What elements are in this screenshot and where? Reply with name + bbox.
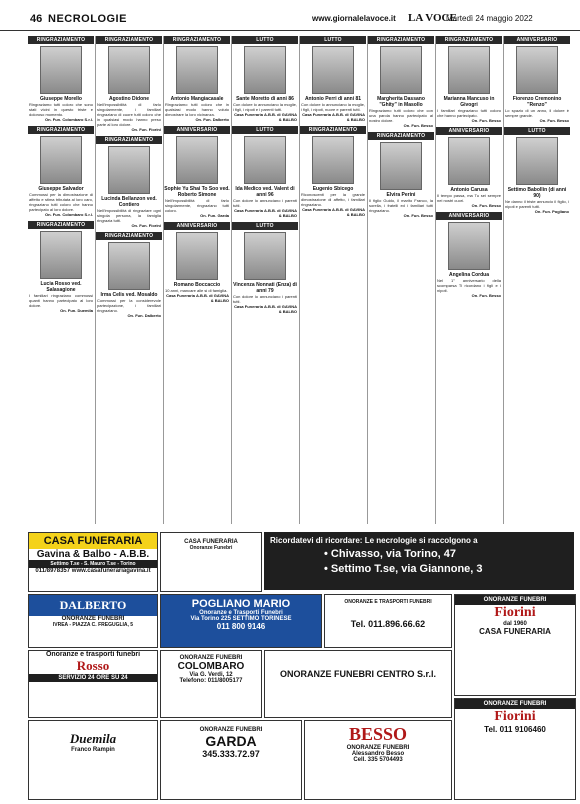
portrait-photo [244, 46, 286, 94]
ad-fiorini-bottom [454, 698, 576, 800]
notice-text: Riconoscenti per la grande dimostrazione di affetto, i familiari ringraziano. [301, 192, 365, 207]
notice-text: I familiari ringraziano tutti coloro che hanno partecipato. [437, 108, 501, 118]
notice [232, 36, 298, 122]
ad-subtitle: Franco Rampin [71, 747, 115, 753]
ad-title: ONORANZE FUNEBRI [455, 595, 575, 605]
ad-title: DALBERTO [29, 595, 157, 616]
ad-duemila [28, 720, 158, 800]
deceased-name: Angelina Cordua [448, 272, 489, 278]
notice-type: RINGRAZIAMENTO [96, 232, 162, 240]
notice [96, 136, 162, 228]
deceased-name: Antonio Carusa [450, 187, 488, 193]
notice-type: ANNIVERSARIO [164, 222, 230, 230]
portrait-photo [312, 136, 354, 184]
deceased-name: Margherita Dassano "Ghity" in Masollo [377, 96, 425, 108]
ad-title: Onoranze e trasporti funebri [45, 651, 141, 658]
ad-ricordatevi [264, 532, 574, 590]
ad-dalberto [28, 594, 158, 648]
notice-type: RINGRAZIAMENTO [368, 132, 434, 140]
ad-phone: Cell. 335 5704493 [353, 757, 403, 763]
ad-line: Alessandro Besso [351, 751, 405, 757]
page-number: 46 [30, 13, 43, 25]
notice-column [504, 36, 570, 524]
notice [436, 212, 502, 298]
funeral-home: On. Fun. Fiorini [131, 223, 161, 228]
notice-column [96, 36, 162, 524]
funeral-home: Casa Funeraria A.B.B. di GAVINA & BALBO [302, 112, 365, 122]
notice-type: RINGRAZIAMENTO [28, 221, 94, 229]
ad-title: CASA FUNERARIA [29, 533, 157, 549]
notice-text: Ne danno il triste annuncio il figlio, i nipoti e parenti tutti. [505, 199, 569, 209]
notice-text: Con dolore lo annunciano la moglie, i figli, i nipoti, nuore e parenti tutti. [301, 102, 365, 112]
notice-type: ANNIVERSARIO [436, 212, 502, 220]
portrait-photo [108, 242, 150, 290]
ad-casa-funeraria [28, 532, 158, 592]
ad-title: BESSO [348, 724, 408, 744]
ad-besso [304, 720, 452, 800]
ad-line: Settimo T.se - S. Mauro T.se - Torino [29, 560, 157, 568]
ad-line: IVREA - PIAZZA C. FREGUGLIA, 5 [52, 622, 134, 628]
ad-fiorini-top [454, 594, 576, 696]
portrait-photo [380, 46, 422, 94]
portrait-photo [108, 46, 150, 94]
notice-text: Il tempo passa, ma Tu sei sempre nei nostri cuori. [437, 193, 501, 203]
ad-salca [324, 594, 452, 648]
deceased-name: Marianna Mancuso in Givogri [443, 96, 495, 108]
funeral-home: On. Fun. Besso [471, 118, 501, 123]
funeral-home: On. Fun. Besso [403, 213, 433, 218]
notice-type: RINGRAZIAMENTO [300, 126, 366, 134]
ad-line: SERVIZIO 24 ORE SU 24 [29, 674, 157, 682]
funeral-home: On. Fun. Dalberto [127, 313, 161, 318]
notice [504, 36, 570, 123]
ad-subtitle: ONORANZE FUNEBRI [346, 745, 410, 751]
notice [164, 36, 230, 122]
notice-text: Nell'impossibilità di ringraziare ogni singola persona, la famiglia ringrazia tutti. [97, 208, 161, 223]
portrait-photo [244, 232, 286, 280]
notice-type: RINGRAZIAMENTO [368, 36, 434, 44]
notice-text: Con dolore lo annunciano la moglie, i figli, i nipoti e i parenti tutti. [233, 102, 297, 112]
funeral-home: On. Fun. Besso [471, 203, 501, 208]
ad-pogliano [160, 594, 322, 648]
ad-subtitle: GARDA [205, 733, 257, 749]
notice [232, 222, 298, 314]
portrait-photo [516, 137, 558, 185]
notice-column [368, 36, 434, 524]
notice-column [436, 36, 502, 524]
notice-type: RINGRAZIAMENTO [436, 36, 502, 44]
notice-column [164, 36, 230, 524]
notice [504, 127, 570, 214]
deceased-name: Antonio Perri di anni 81 [304, 96, 362, 102]
funeral-home: Casa Funeraria A.B.B. di GAVINA & BALBO [234, 112, 297, 122]
notice-type: LUTTO [504, 127, 570, 135]
ad-title: POGLIANO MARIO [191, 598, 291, 610]
deceased-name: Ida Medico ved. Valent di anni 96 [235, 186, 295, 198]
deceased-name: Eugenio Sbicego [312, 186, 354, 192]
ad-line: CASA FUNERARIA [479, 627, 551, 636]
ad-subtitle: Onoranze Funebri [189, 545, 233, 551]
deceased-name: Vincenza Nonnati (Enza) di anni 79 [233, 282, 297, 294]
deceased-name: Lucia Rosso ved. Salasagione [40, 281, 82, 293]
website-link[interactable]: www.giornalelavoce.it [312, 14, 396, 23]
deceased-name: Sante Moretto di anni 86 [236, 96, 294, 102]
notice-type: RINGRAZIAMENTO [96, 136, 162, 144]
deceased-name: Sophie Yu Shai To Soo ved. Roberto Simone [164, 186, 230, 198]
notice [96, 36, 162, 132]
funeral-home: On. Fun. Colombaro S.r.l. [44, 117, 93, 122]
notice [300, 36, 366, 122]
funeral-home: Casa Funeraria A.B.B. di GAVINA & BALBO [234, 208, 297, 218]
portrait-photo [40, 136, 82, 184]
notice-type: RINGRAZIAMENTO [28, 126, 94, 134]
portrait-photo [108, 146, 150, 194]
notice-type: RINGRAZIAMENTO [164, 36, 230, 44]
notice-text: 10 anni, mancare alle si di famiglia. [165, 288, 228, 293]
ad-phone: 345.333.72.97 [202, 749, 260, 759]
ad-line: Via Torino 225 SETTIMO TORINESE [190, 616, 292, 622]
ad-subtitle: Rosso [76, 658, 110, 673]
funeral-home: On. Fun. Dalberto [195, 117, 229, 122]
notice [300, 126, 366, 217]
notice [96, 232, 162, 318]
notice-text: Lo spazio di un anno, il dolore è sempre grande. [505, 108, 569, 118]
notice-text: Il figlio Guido, il marito Franco, la sorella, i fratelli ed i familiari tutti ringraziano. [369, 198, 433, 213]
funeral-home: On. Fun. Colombaro S.r.l. [44, 212, 93, 217]
notice-type: ANNIVERSARIO [504, 36, 570, 44]
funeral-home: On. Fun. Besso [539, 118, 569, 123]
notice-text: Con dolore lo annunciano i parenti tutti. [233, 294, 297, 304]
notice-text: Commossi per la considerevole partecipazione, i familiari ringraziano. [97, 298, 161, 313]
ad-title: ONORANZE FUNEBRI CENTRO S.r.l. [279, 669, 436, 679]
ad-title: CASA FUNERARIA [184, 539, 238, 545]
ad-onoranze-small [160, 532, 262, 592]
deceased-name: Elvira Perini [386, 192, 416, 198]
ad-phone: Tel. 011 9106460 [484, 725, 546, 734]
section-title: NECROLOGIE [48, 13, 127, 25]
deceased-name: Agostino Didone [109, 96, 149, 102]
notice-type: ANNIVERSARIO [436, 127, 502, 135]
ad-title: ONORANZE FUNEBRI [199, 727, 263, 733]
deceased-name: Romano Boccaccio [173, 282, 221, 288]
ad-line: • Settimo T.se, via Giannone, 3 [324, 563, 483, 575]
notice-type: LUTTO [232, 36, 298, 44]
ad-title: ONORANZE FUNEBRI [179, 655, 243, 661]
ad-subtitle: Onoranze e Trasporti Funebri [199, 610, 283, 616]
page-header [0, 0, 580, 31]
newspaper-logo: LA VOCE [408, 12, 457, 24]
notice [28, 126, 94, 217]
ad-phone: 011/8978357 www.casafunerariagavina.it [35, 568, 151, 574]
notice [28, 36, 94, 122]
notice-type: LUTTO [232, 126, 298, 134]
portrait-photo [448, 222, 490, 270]
ad-subtitle: ONORANZE FUNEBRI [61, 616, 125, 622]
ad-title: ONORANZE FUNEBRI [455, 699, 575, 709]
deceased-name: Antonio Mangiacasale [170, 96, 224, 102]
notice-text: Nell'impossibilità di farlo singolarmente, ringraziano tutti coloro. [165, 198, 229, 213]
funeral-home: Casa Funeraria A.B.B. di GAVINA & BALBO [302, 207, 365, 217]
ad-subtitle: Fiorini [494, 709, 536, 724]
notice-column [300, 36, 366, 524]
issue-date: Martedì 24 maggio 2022 [446, 14, 533, 23]
notice [436, 36, 502, 123]
ad-subtitle: Gavina & Balbo - A.B.B. [36, 549, 150, 560]
notice-type: LUTTO [232, 222, 298, 230]
deceased-name: Giuseppe Morello [40, 96, 82, 102]
ad-line: dal 1960 [503, 621, 527, 627]
ad-title: Duemila [69, 731, 117, 746]
ad-subtitle: Fiorini [494, 605, 536, 620]
notice-type: RINGRAZIAMENTO [28, 36, 94, 44]
notice-text: Commossi per la dimostrazione di affetto e stima tributata al loro caro, ringraziano tutti coloro che hanno partecipato al loro dolore. [29, 192, 93, 212]
portrait-photo [516, 46, 558, 94]
notice-column [232, 36, 298, 524]
portrait-photo [176, 232, 218, 280]
notice-column [28, 36, 94, 524]
notice-type: LUTTO [300, 36, 366, 44]
portrait-photo [40, 46, 82, 94]
ad-line: Ricordatevi di ricordare: Le necrologie si raccolgono a [270, 536, 478, 545]
portrait-photo [448, 46, 490, 94]
notice [232, 126, 298, 218]
deceased-name: Lucinda Bellanzon ved. Contiero [101, 196, 157, 208]
funeral-home: Casa Funeraria A.B.B. di GAVINA & BALBO [166, 293, 229, 303]
ad-line: • Chivasso, via Torino, 47 [324, 548, 457, 560]
ad-title: ONORANZE E TRASPORTI FUNEBRI [344, 599, 432, 605]
notice-type: ANNIVERSARIO [164, 126, 230, 134]
deceased-name: Fiorenzo Cremonino "Renzo" [512, 96, 562, 108]
deceased-name: Giuseppe Salvador [38, 186, 84, 192]
funeral-home: On. Fun. Duemila [60, 308, 93, 313]
ad-colombaro [160, 650, 262, 718]
portrait-photo [448, 137, 490, 185]
ad-subtitle: COLOMBARO [177, 661, 245, 672]
funeral-home: Casa Funeraria A.B.B. di GAVINA & BALBO [234, 304, 297, 314]
funeral-home: On. Fun. Pogliano [534, 209, 569, 214]
deceased-name: Irma Celis ved. Mosaldo [100, 292, 158, 298]
funeral-home: On. Fun. Besso [471, 293, 501, 298]
notice-text: I familiari ringraziano commossi quanti hanno partecipato al loro dolore. [29, 293, 93, 308]
portrait-photo [176, 46, 218, 94]
funeral-home: On. Fun. Fiorini [131, 127, 161, 132]
ad-rosso [28, 650, 158, 718]
ad-line: Via G. Verdi, 12 [189, 672, 233, 678]
notice [368, 36, 434, 128]
portrait-photo [176, 136, 218, 184]
portrait-photo [380, 142, 422, 190]
funeral-home: On. Fun. Besso [403, 123, 433, 128]
portrait-photo [244, 136, 286, 184]
portrait-photo [40, 231, 82, 279]
notice [164, 222, 230, 303]
notice-text: Con dolore lo annunciano i parenti tutti. [233, 198, 297, 208]
ad-phone: Telefono: 011/8005177 [179, 678, 243, 684]
notice-type: RINGRAZIAMENTO [96, 36, 162, 44]
deceased-name: Settimo Babollin (di anni 90) [507, 187, 567, 199]
ad-garda [160, 720, 302, 800]
notice [436, 127, 502, 208]
notice-text: Ringraziamo tutti coloro che con una parola hanno partecipato al nostro dolore. [369, 108, 433, 123]
funeral-home: On. Fun. Garda [200, 213, 229, 218]
notice-text: Ringraziamo tutti coloro che sono stati vicini in questo triste e doloroso momento. [29, 102, 93, 117]
notice-text: Ringraziamo tutti coloro che in qualsiasi modo hanno voluto dimostrare la loro vicinanza. [165, 102, 229, 117]
ad-centro [264, 650, 452, 718]
portrait-photo [312, 46, 354, 94]
notice [164, 126, 230, 218]
ad-phone: 011 800 9146 [216, 622, 266, 631]
notice-text: Nel 1° anniversario della scomparsa Ti ricordano i figli e i nipoti. [437, 278, 501, 293]
ad-phone: Tel. 011.896.66.62 [350, 619, 426, 629]
notice [368, 132, 434, 218]
notice [28, 221, 94, 313]
notice-text: Nell'impossibilità di farlo singolarmente, i familiari ringraziano di cuore tutti coloro che in qualsiasi modo hanno preso parte al loro dolore. [97, 102, 161, 127]
